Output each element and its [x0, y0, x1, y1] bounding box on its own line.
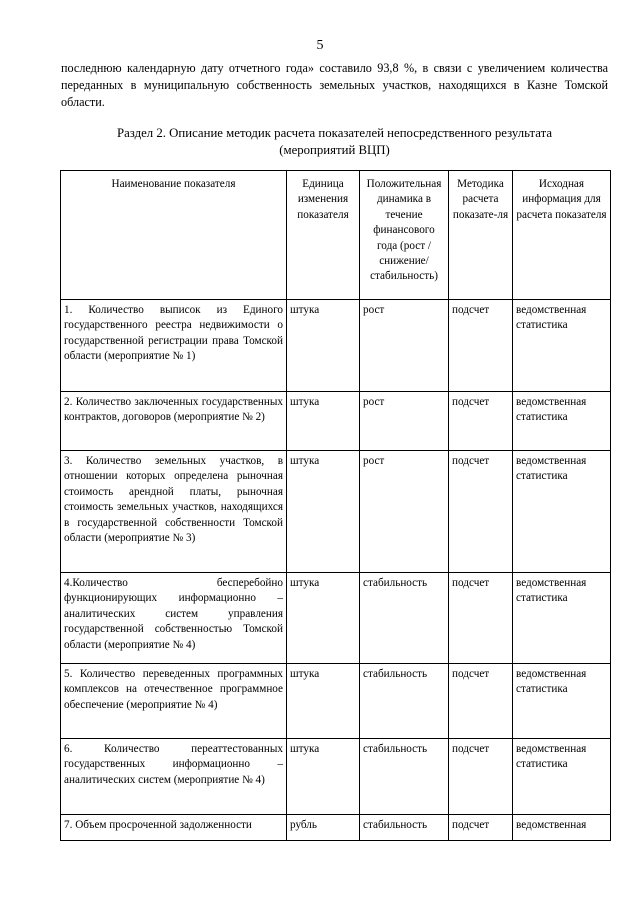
cell-method: подсчет: [449, 739, 513, 815]
cell-method: подсчет: [449, 573, 513, 664]
cell-source: ведомственная статистика: [513, 573, 611, 664]
intro-paragraph: последнюю календарную дату отчетного года» составило 93,8 %, в связи с увеличением количества переданных в муниципальную собственность земельных участков, находящихся в Казне Томской области.: [61, 61, 608, 109]
cell-source: ведомственная статистика: [513, 664, 611, 739]
section-title-line-2: (мероприятий ВЦП): [279, 143, 390, 157]
cell-unit: штука: [287, 392, 360, 451]
table-header-row: [61, 171, 611, 300]
cell-indicator-name: 4.Количество бесперебойно функционирующих информационно – аналитических систем управления государственной собственностью Томской области (мероприятие № 4): [61, 573, 287, 664]
cell-source: ведомственная: [513, 815, 611, 841]
table-row: [61, 815, 611, 841]
cell-dynamics: рост: [360, 392, 449, 451]
cell-unit: штука: [287, 300, 360, 392]
cell-source: ведомственная статистика: [513, 300, 611, 392]
cell-dynamics: стабильность: [360, 739, 449, 815]
cell-source: ведомственная статистика: [513, 451, 611, 573]
cell-source: ведомственная статистика: [513, 739, 611, 815]
cell-dynamics: рост: [360, 300, 449, 392]
section-title-line-1: Раздел 2. Описание методик расчета показателей непосредственного результата: [116, 126, 553, 140]
cell-indicator-name: 1. Количество выписок из Единого государственного реестра недвижимости о государственной регистрации права Томской области (мероприятие № 1): [61, 300, 287, 392]
cell-indicator-name: 2. Количество заключенных государственных контрактов, договоров (мероприятие № 2): [61, 392, 287, 451]
cell-unit: рубль: [287, 815, 360, 841]
cell-indicator-name: 3. Количество земельных участков, в отношении которых определена рыночная стоимость арендной платы, рыночная стоимость земельных участков, находящихся в государственной собственности Томской области (мероприятие № 3): [61, 451, 287, 573]
header-indicator-name: Наименование показателя: [61, 171, 287, 300]
header-unit: Единица изменения показателя: [287, 171, 360, 300]
cell-method: подсчет: [449, 815, 513, 841]
cell-dynamics: стабильность: [360, 573, 449, 664]
cell-unit: штука: [287, 451, 360, 573]
header-source: Исходная информация для расчета показателя: [513, 171, 611, 300]
cell-dynamics: рост: [360, 451, 449, 573]
header-dynamics: Положительная динамика в течение финансового года (рост /снижение/ стабильность): [360, 171, 449, 300]
cell-method: подсчет: [449, 451, 513, 573]
cell-source: ведомственная статистика: [513, 392, 611, 451]
header-method: Методика расчета показате-ля: [449, 171, 513, 300]
cell-unit: штука: [287, 573, 360, 664]
table-row: [61, 451, 611, 573]
cell-indicator-name: 5. Количество переведенных программных комплексов на отечественное программное обеспечение (мероприятие № 4): [61, 664, 287, 739]
page-number: 5: [316, 38, 324, 53]
cell-method: подсчет: [449, 664, 513, 739]
cell-dynamics: стабильность: [360, 664, 449, 739]
cell-unit: штука: [287, 739, 360, 815]
section-title: [61, 125, 608, 159]
table-row: [61, 739, 611, 815]
cell-indicator-name: 6. Количество переаттестованных государственных информационно – аналитических систем (мероприятие № 4): [61, 739, 287, 815]
table-row: [61, 573, 611, 664]
table-row: [61, 300, 611, 392]
indicators-table: [60, 170, 611, 841]
cell-indicator-name: 7. Объем просроченной задолженности: [61, 815, 287, 841]
cell-dynamics: стабильность: [360, 815, 449, 841]
cell-method: подсчет: [449, 392, 513, 451]
cell-unit: штука: [287, 664, 360, 739]
table-row: [61, 664, 611, 739]
cell-method: подсчет: [449, 300, 513, 392]
table-row: [61, 392, 611, 451]
